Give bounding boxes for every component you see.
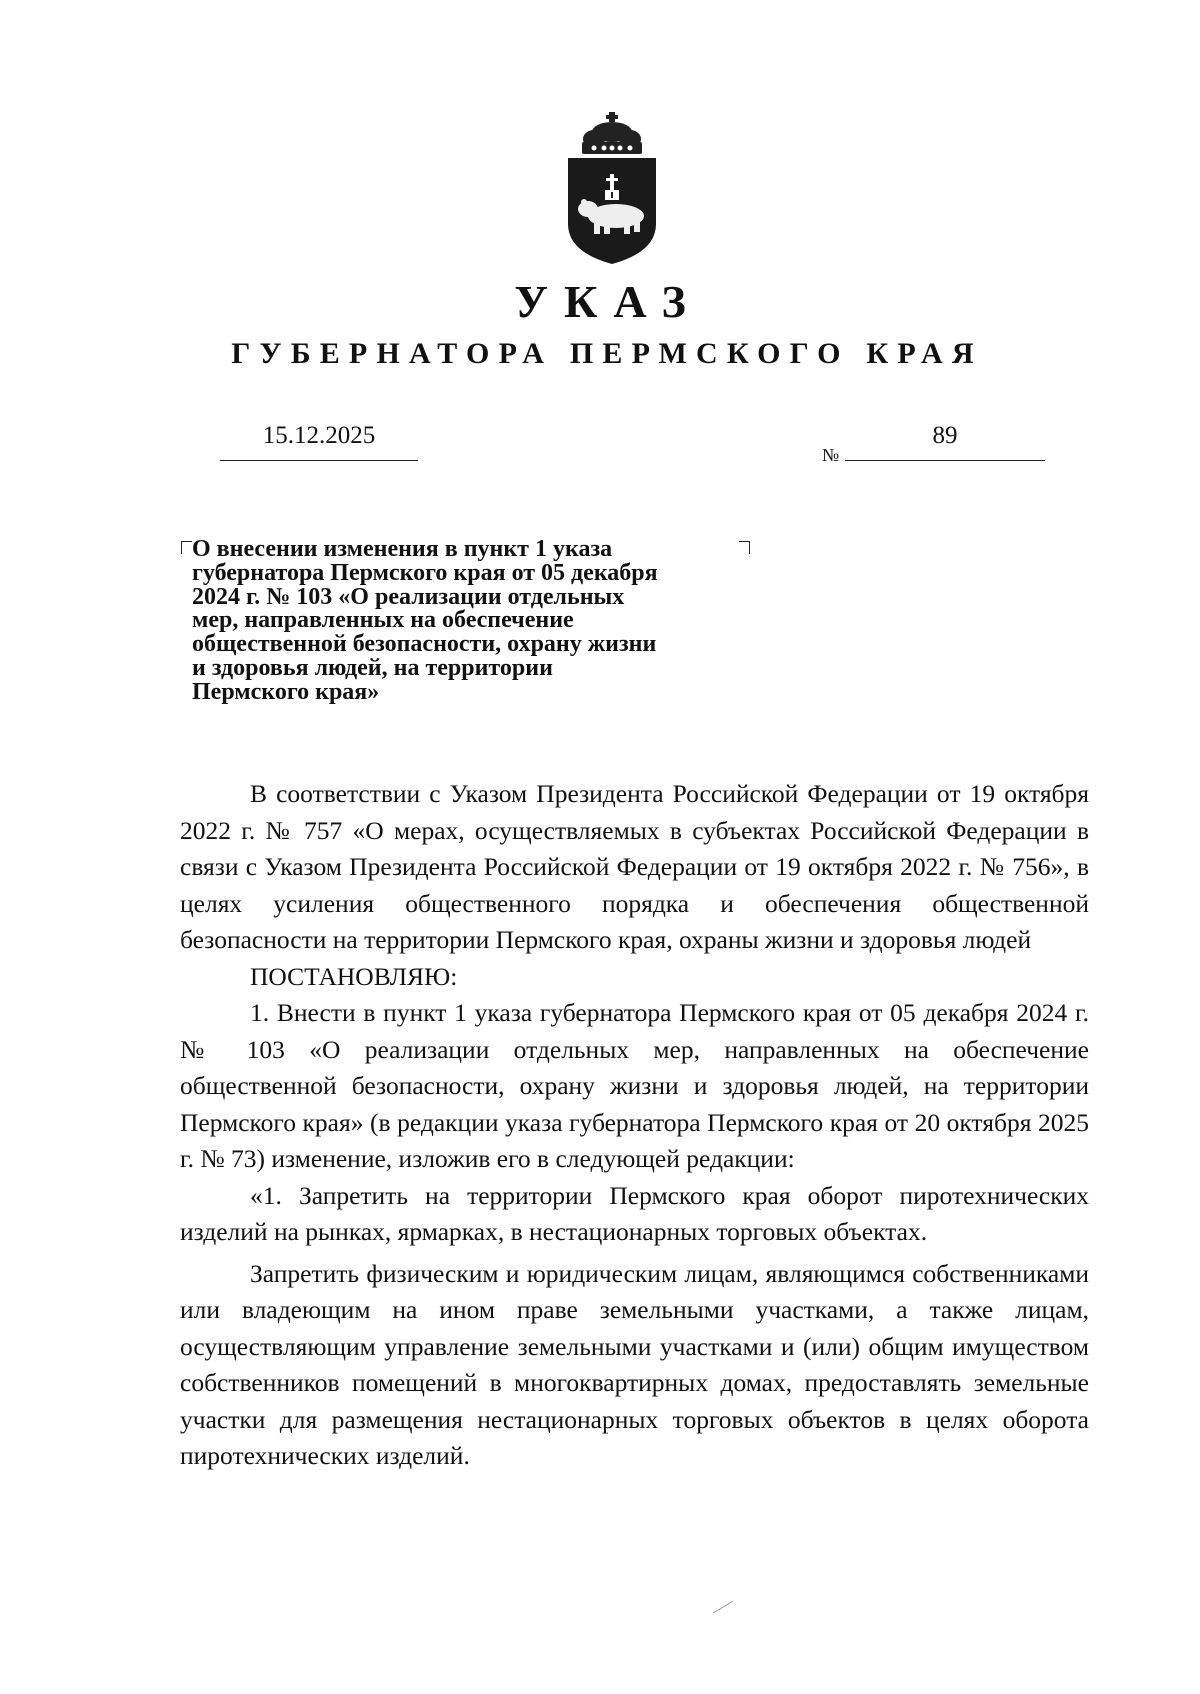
heading-line: 2024 г. № 103 «О реализации отдельных	[192, 583, 625, 610]
item-1-paragraph: 1. Внести в пункт 1 указа губернатора Пермского края от 05 декабря 2024 г. № 103 «О реализации отдельных мер, направленных на обеспечение общественной безопасности, охрану жизни и здоровья людей, на территории Пермского края» (в редакции указа губернатора Пермского края от 20 октября 2025 г. № 73) изменение, изложив его в следующей редакции:	[180, 998, 1089, 1173]
document-number: 89	[845, 420, 1045, 461]
document-subtitle: ГУБЕРНАТОРА ПЕРМСКОГО КРАЯ	[231, 337, 983, 370]
heading-corner-mark-left	[181, 541, 192, 554]
preamble-paragraph: В соответствии с Указом Президента Российской Федерации от 19 октября 2022 г. № 757 «О мерах, осуществляемых в субъектах Российской Федерации в связи с Указом Президента Российской Федерации от 19 октября 2022 г. № 756», в целях усиления общественного порядка и обеспечения общественной безопасности на территории Пермского края, охраны жизни и здоровья людей	[180, 779, 1089, 954]
heading-line: губернатора Пермского края от 05 декабря	[192, 559, 658, 586]
pen-mark	[712, 1600, 734, 1614]
heading-line: общественной безопасности, охрану жизни	[192, 631, 657, 658]
document-body	[180, 776, 1089, 1475]
document-date: 15.12.2025	[220, 420, 418, 461]
quoted-paragraph-1: «1. Запретить на территории Пермского края оборот пиротехнических изделий на рынках, ярмарках, в нестационарных торговых объектах.	[180, 1180, 1089, 1246]
crown-icon	[582, 112, 642, 154]
postanovlyayu-label: ПОСТАНОВЛЯЮ:	[250, 961, 458, 991]
number-sign: №	[822, 445, 840, 465]
heading-line: О внесении изменения в пункт 1 указа	[192, 536, 613, 562]
heading-line: мер, направленных на обеспечение	[192, 607, 574, 634]
perm-krai-coat-of-arms-emblem	[564, 112, 660, 264]
heading-line: Пермского края»	[192, 678, 380, 705]
document-heading	[192, 538, 762, 705]
heading-line: и здоровья людей, на территории	[192, 654, 553, 681]
quoted-paragraph-2: Запретить физическим и юридическим лицам, являющимся собственниками или владеющим на ином праве земельными участками, а также лицам, осуществляющим управление земельными участками и (или) общим имуществом собственников помещений в многоквартирных домах, предоставлять земельные участки для размещения нестационарных торговых объектов в целях оборота пиротехнических изделий.	[180, 1258, 1089, 1470]
document-title: УКАЗ	[514, 276, 702, 327]
